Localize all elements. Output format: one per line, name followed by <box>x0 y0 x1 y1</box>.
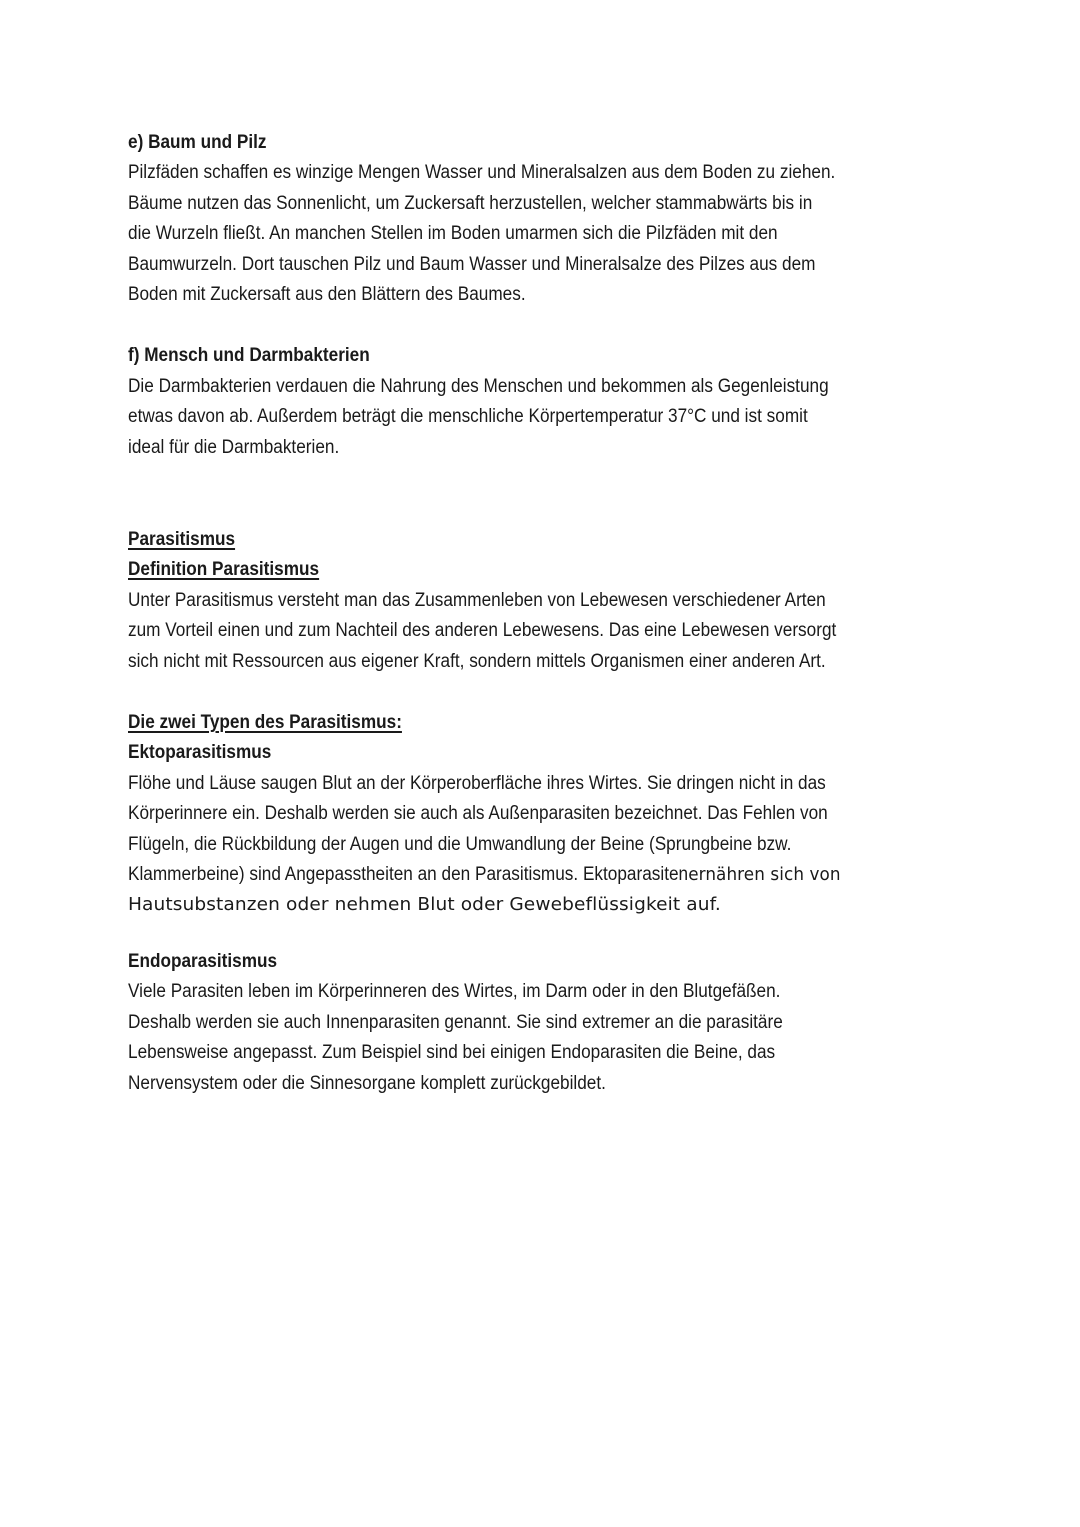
paragraph-line: die Wurzeln fließt. An manchen Stellen im Boden umarmen sich die Pilzfäden mit den <box>128 223 778 244</box>
paragraph-line: etwas davon ab. Außerdem beträgt die menschliche Körpertemperatur 37°C und ist somit <box>128 406 808 427</box>
paragraph-text-alt-font: Hautsubstanzen oder nehmen Blut oder Gewebeflüssigkeit auf. <box>128 895 721 915</box>
section-heading-mensch-und-darmbakterien: f) Mensch und Darmbakterien <box>128 345 370 366</box>
paragraph-line: Flügeln, die Rückbildung der Augen und die Umwandlung der Beine (Sprungbeine bzw. <box>128 834 792 855</box>
paragraph-line: Viele Parasiten leben im Körperinneren des Wirtes, im Darm oder in den Blutgefäßen. <box>128 981 781 1002</box>
definition-heading: Definition Parasitismus <box>128 559 320 580</box>
paragraph-line: sich nicht mit Ressourcen aus eigener Kraft, sondern mittels Organismen einer anderen Art. <box>128 651 826 672</box>
paragraph-line: Unter Parasitismus versteht man das Zusammenleben von Lebewesen verschiedener Arten <box>128 590 826 611</box>
paragraph-line: Nervensystem oder die Sinnesorgane komplett zurückgebildet. <box>128 1073 606 1094</box>
paragraph-text: Klammerbeine) sind Angepasstheiten an den Parasitismus. Ektoparasiten <box>128 864 689 885</box>
paragraph-line-mixed <box>128 860 841 890</box>
section-title-parasitismus: Parasitismus <box>128 529 236 550</box>
paragraph-line: Lebensweise angepasst. Zum Beispiel sind bei einigen Endoparasiten die Beine, das <box>128 1042 776 1063</box>
paragraph-line: zum Vorteil einen und zum Nachteil des anderen Lebewesens. Das eine Lebewesen versorgt <box>128 620 837 641</box>
paragraph-line: Flöhe und Läuse saugen Blut an der Körperoberfläche ihres Wirtes. Sie dringen nicht in das <box>128 773 826 794</box>
paragraph-line: Baumwurzeln. Dort tauschen Pilz und Baum Wasser und Mineralsalze des Pilzes aus dem <box>128 254 816 275</box>
section-heading-baum-und-pilz: e) Baum und Pilz <box>128 132 267 153</box>
paragraph-line: Deshalb werden sie auch Innenparasiten genannt. Sie sind extremer an die parasitäre <box>128 1012 783 1033</box>
endoparasitismus-heading: Endoparasitismus <box>128 951 278 972</box>
paragraph-line: ideal für die Darmbakterien. <box>128 437 340 458</box>
paragraph-line: Körperinnere ein. Deshalb werden sie auch als Außenparasiten bezeichnet. Das Fehlen von <box>128 803 828 824</box>
paragraph-text-alt-font: ernähren sich von <box>688 865 841 885</box>
paragraph-line: Pilzfäden schaffen es winzige Mengen Wasser und Mineralsalzen aus dem Boden zu ziehen. <box>128 162 836 183</box>
paragraph-line-alt-font <box>128 890 721 920</box>
paragraph-line: Die Darmbakterien verdauen die Nahrung des Menschen und bekommen als Gegenleistung <box>128 376 829 397</box>
types-heading: Die zwei Typen des Parasitismus: <box>128 712 402 733</box>
paragraph-line: Bäume nutzen das Sonnenlicht, um Zuckersaft herzustellen, welcher stammabwärts bis in <box>128 193 813 214</box>
paragraph-line: Boden mit Zuckersaft aus den Blättern des Baumes. <box>128 284 526 305</box>
ektoparasitismus-heading: Ektoparasitismus <box>128 742 272 763</box>
